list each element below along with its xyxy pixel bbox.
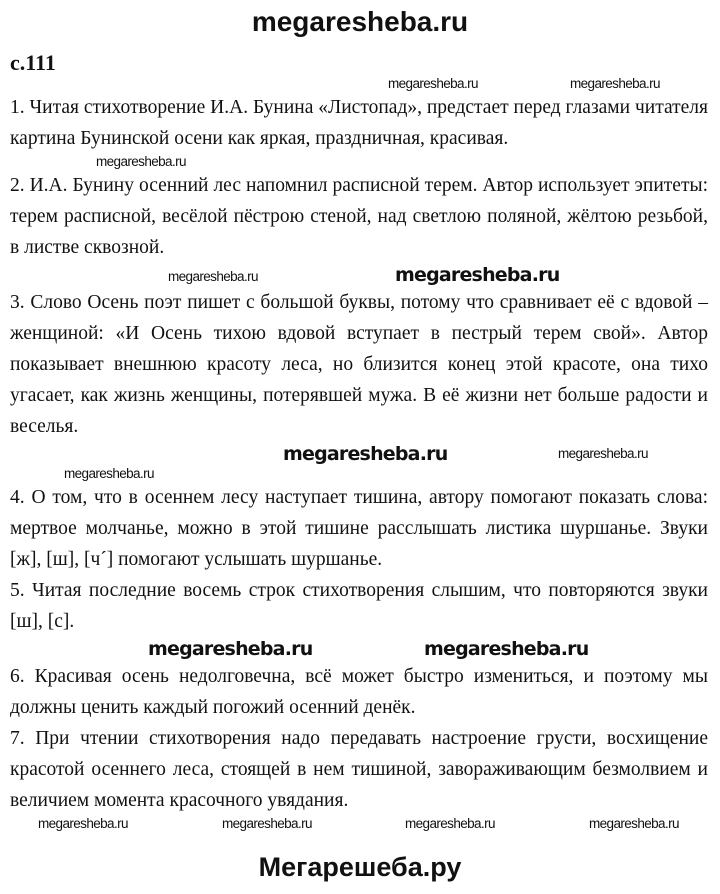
site-header: megaresheba.ru xyxy=(251,6,469,37)
watermark: megaresheba.ru xyxy=(405,816,495,831)
watermark: megaresheba.ru xyxy=(388,76,478,91)
watermark: megaresheba.ru xyxy=(589,816,679,831)
page-number: с.111 xyxy=(10,50,56,75)
watermark: megaresheba.ru xyxy=(168,269,258,284)
watermark-row xyxy=(10,442,708,466)
watermark-row xyxy=(10,637,708,661)
answer-1: 1. Читая стихотворение И.А. Бунина «Листопад», предстает перед глазами читателя картина Бунинской осени как яркая, праздничная, красивая. xyxy=(10,97,708,149)
watermark: megaresheba.ru xyxy=(64,466,154,481)
answer-6: 6. Красивая осень недолговечна, всё может быстро измениться, и поэтому мы должны ценить каждый погожий осенний денёк. xyxy=(10,666,708,718)
watermark: megaresheba.ru xyxy=(570,76,660,91)
answer-5: 5. Читая последние восемь строк стихотворения слышим, что повторяются звуки [ш], [с]. xyxy=(10,580,708,632)
watermark: megaresheba.ru xyxy=(558,446,648,461)
watermark-row xyxy=(10,263,708,287)
watermark-row xyxy=(10,154,708,170)
watermark-row xyxy=(10,466,708,482)
site-footer: Мегарешеба.ру xyxy=(258,852,462,882)
watermark-row xyxy=(10,816,708,832)
answer-2: 2. И.А. Бунину осенний лес напомнил расписной терем. Автор использует эпитеты: терем расписной, весёлой пёстрою стеной, над светлою поляной, жёлтою резьбой, в листве сквозной. xyxy=(10,175,708,258)
answer-4: 4. О том, что в осеннем лесу наступает тишина, автору помогают показать слова: мертвое молчанье, можно в этой тишине расслышать листика шуршанье. Звуки [ж], [ш], [ч´] помогают услышать шуршанье. xyxy=(10,487,708,570)
watermark-bold: megaresheba.ru xyxy=(424,638,589,660)
answer-3: 3. Слово Осень поэт пишет с большой буквы, потому что сравнивает её с вдовой – женщиной: «И Осень тихою вдовой вступает в пестрый терем свой». Автор показывает внешнюю красоту леса, но близится конец этой красоте, она тихо угасает, как жизнь женщины, потерявшей мужа. В её жизни нет больше радости и веселья. xyxy=(10,292,708,437)
watermark: megaresheba.ru xyxy=(222,816,312,831)
watermark-row xyxy=(10,76,708,92)
watermark-bold: megaresheba.ru xyxy=(148,638,313,660)
watermark-bold: megaresheba.ru xyxy=(283,443,448,465)
answer-7: 7. При чтении стихотворения надо передавать настроение грусти, восхищение красотой осеннего леса, стоящей в нем тишиной, завораживающим безмолвием и величием момента красочного увядания. xyxy=(10,728,708,811)
watermark: megaresheba.ru xyxy=(96,154,186,169)
watermark-bold: megaresheba.ru xyxy=(395,264,560,286)
watermark: megaresheba.ru xyxy=(38,816,128,831)
